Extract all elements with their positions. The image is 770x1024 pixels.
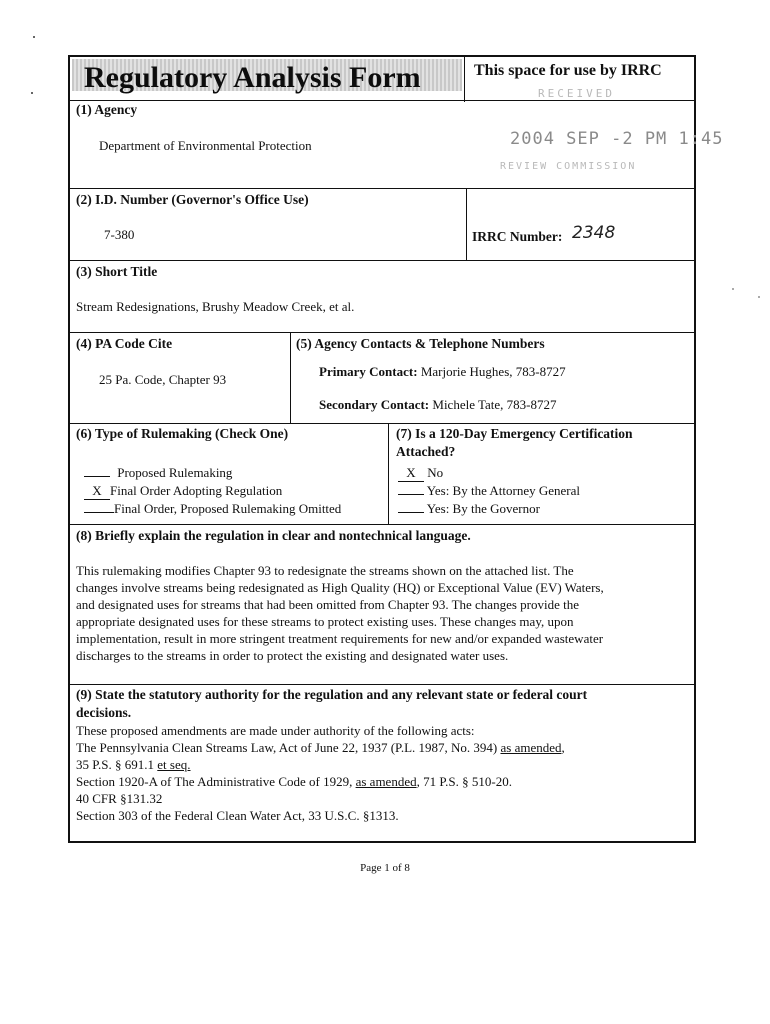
- rulemaking-option-text: Final Order, Proposed Rulemaking Omitted: [114, 501, 342, 516]
- divider: [70, 423, 694, 424]
- emergency-option-text: No: [427, 465, 444, 480]
- emergency-option-text: Yes: By the Attorney General: [426, 483, 580, 498]
- page-number: Page 1 of 8: [360, 862, 410, 874]
- checkbox-mark: X: [398, 464, 424, 482]
- authority-label-line1: (9) State the statutory authority for the regulation and any relevant state or federal court: [76, 687, 588, 702]
- irrc-number-value: 2348: [572, 223, 616, 243]
- checkbox-blank: [398, 482, 424, 495]
- explain-label: (8) Briefly explain the regulation in clear and nontechnical language.: [76, 528, 471, 543]
- rulemaking-option: [84, 482, 282, 500]
- authority-text-span: , 71 P.S. § 510-20.: [416, 774, 512, 789]
- checkbox-blank: [84, 464, 110, 477]
- scan-speck: [31, 92, 33, 94]
- emergency-label-line1: (7) Is a 120-Day Emergency Certification: [396, 426, 633, 441]
- agency-value: Department of Environmental Protection: [99, 138, 312, 153]
- secondary-contact-value: Michele Tate, 783-8727: [432, 397, 557, 412]
- primary-contact-value: Marjorie Hughes, 783-8727: [420, 364, 566, 379]
- pa-code-label: (4) PA Code Cite: [76, 336, 173, 351]
- regulatory-analysis-form: [68, 55, 724, 843]
- pa-code-value: 25 Pa. Code, Chapter 93: [99, 372, 227, 387]
- checkbox-blank: [84, 500, 114, 513]
- emergency-option-text: Yes: By the Governor: [426, 501, 540, 516]
- authority-underlined: as amended: [500, 740, 562, 755]
- rulemaking-label: (6) Type of Rulemaking (Check One): [76, 426, 289, 441]
- secondary-contact-label: Secondary Contact:: [319, 397, 430, 412]
- checkbox-blank: [398, 500, 424, 513]
- emergency-option: [398, 482, 580, 499]
- scan-speck: [758, 296, 760, 298]
- divider: [70, 524, 694, 525]
- authority-text-span: The Pennsylvania Clean Streams Law, Act of June 22, 1937 (P.L. 1987, No. 394): [76, 740, 501, 755]
- received-stamp-date: 2004 SEP -2 PM 1:45: [510, 129, 724, 149]
- authority-line: [76, 739, 692, 756]
- authority-line: [76, 773, 692, 790]
- short-title-value: Stream Redesignations, Brushy Meadow Creek, et al.: [76, 299, 355, 314]
- form-title: Regulatory Analysis Form: [84, 61, 421, 94]
- authority-underlined: as amended: [355, 774, 417, 789]
- form-title-banner: [72, 59, 462, 94]
- secondary-contact: [319, 396, 557, 413]
- explain-line: changes involve streams being redesignated as High Quality (HQ) or Exceptional Value (EV) Waters,: [76, 580, 604, 595]
- authority-text: [76, 722, 692, 824]
- emergency-option: [398, 464, 443, 482]
- primary-contact-label: Primary Contact:: [319, 364, 418, 379]
- id-number-label: (2) I.D. Number (Governor's Office Use): [76, 192, 309, 207]
- primary-contact: [319, 363, 566, 380]
- authority-text-span: Section 1920-A of The Administrative Code of 1929,: [76, 774, 356, 789]
- explain-text: [76, 562, 692, 664]
- received-stamp-line3: REVIEW COMMISSION: [500, 161, 637, 172]
- irrc-number-label: IRRC Number:: [472, 229, 563, 244]
- checkbox-mark: X: [84, 482, 110, 500]
- authority-intro: These proposed amendments are made under authority of the following acts:: [76, 723, 475, 738]
- rulemaking-option-text: Proposed Rulemaking: [117, 465, 233, 480]
- divider: [70, 332, 694, 333]
- scan-speck: [732, 288, 734, 290]
- explain-line: implementation, result in more stringent treatment requirements for new and/or expanded wastewater: [76, 631, 604, 646]
- authority-text-span: ,: [561, 740, 565, 755]
- divider: [70, 260, 694, 261]
- agency-label: (1) Agency: [76, 102, 138, 117]
- emergency-option: [398, 500, 540, 517]
- rulemaking-option-text: Final Order Adopting Regulation: [110, 483, 283, 498]
- contacts-label: (5) Agency Contacts & Telephone Numbers: [296, 336, 545, 351]
- divider: [388, 423, 389, 524]
- irrc-space-label: This space for use by IRRC: [474, 62, 662, 79]
- authority-line: [76, 756, 692, 773]
- authority-label-line2: decisions.: [76, 705, 132, 720]
- divider: [466, 188, 467, 260]
- explain-line: This rulemaking modifies Chapter 93 to redesignate the streams shown on the attached list. The: [76, 563, 574, 578]
- authority-line: Section 303 of the Federal Clean Water Act, 33 U.S.C. §1313.: [76, 808, 399, 823]
- divider: [70, 100, 694, 101]
- explain-line: and designated uses for streams that had been omitted from Chapter 93. The changes provide the: [76, 597, 580, 612]
- short-title-label: (3) Short Title: [76, 264, 158, 279]
- divider: [290, 332, 291, 423]
- rulemaking-option: [84, 500, 341, 517]
- explain-line: discharges to the streams in order to protect the existing and designated water uses.: [76, 648, 509, 663]
- irrc-divider: [464, 57, 465, 102]
- emergency-label-line2: Attached?: [396, 444, 456, 459]
- authority-text-span: 35 P.S. § 691.1: [76, 757, 158, 772]
- divider: [70, 188, 694, 189]
- rulemaking-option: [84, 464, 232, 481]
- id-number-value: 7-380: [104, 227, 135, 242]
- divider: [70, 684, 694, 685]
- received-stamp-line1: RECEIVED: [538, 87, 615, 100]
- explain-line: appropriate designated uses for these streams to protect existing uses. These changes may, upon: [76, 614, 574, 629]
- authority-line: 40 CFR §131.32: [76, 791, 163, 806]
- authority-underlined: et seq.: [157, 757, 191, 772]
- scan-speck: [33, 36, 35, 38]
